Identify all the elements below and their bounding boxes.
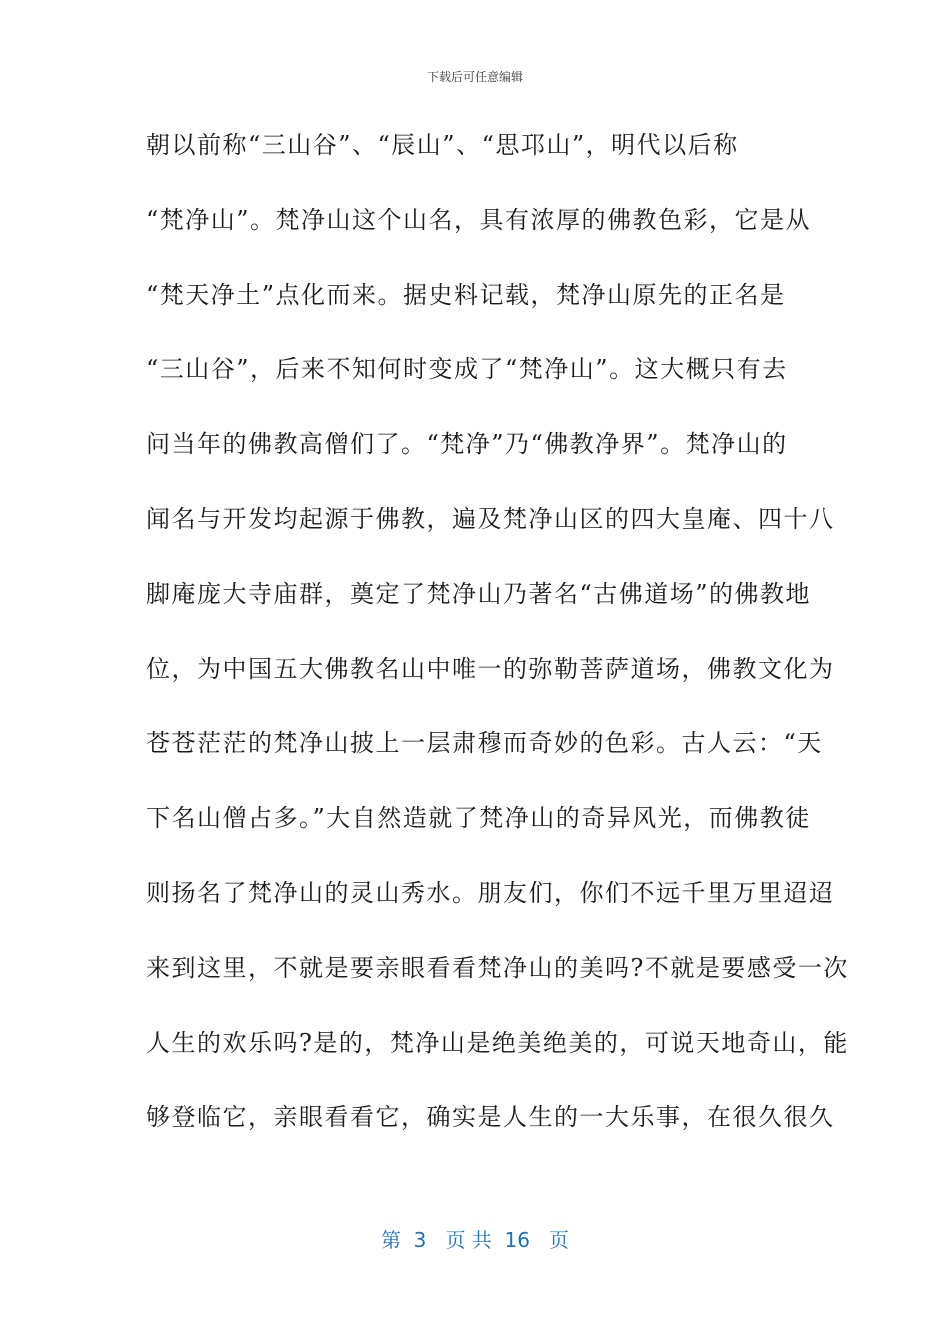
body-text: [146, 120, 849, 1167]
text-line: 够登临它，亲眼看看它，确实是人生的一大乐事，在很久很久: [146, 1103, 835, 1132]
text-line: 则扬名了梵净山的灵山秀水。朋友们，你们不远千里万里迢迢: [146, 878, 835, 907]
text-line: 人生的欢乐吗?是的，梵净山是绝美绝美的，可说天地奇山，能: [146, 1028, 849, 1057]
text-line: 朝以前称“三山谷”、“辰山”、“思邛山”，明代以后称: [146, 131, 739, 159]
text-line: 问当年的佛教高僧们了。“梵净”乃“佛教净界”。梵净山的: [146, 430, 788, 459]
text-line: 苍苍茫茫的梵净山披上一层肃穆而奇妙的色彩。古人云：“天: [146, 729, 823, 758]
text-line: 来到这里，不就是要亲眼看看梵净山的美吗?不就是要感受一次: [146, 953, 849, 982]
text-line: “梵天净土”点化而来。据史料记载，梵净山原先的正名是: [146, 280, 786, 309]
text-line: 闻名与开发均起源于佛教，遍及梵净山区的四大皇庵、四十八: [146, 504, 835, 533]
header-note: 下载后可任意编辑: [426, 70, 523, 84]
text-line: 下名山僧占多。”大自然造就了梵净山的奇异风光，而佛教徒: [146, 804, 811, 833]
text-line: 位，为中国五大佛教名山中唯一的弥勒菩萨道场，佛教文化为: [146, 654, 835, 683]
text-line: 脚庵庞大寺庙群，奠定了梵净山乃著名“古佛道场”的佛教地: [146, 579, 812, 608]
text-line: “梵净山”。梵净山这个山名，具有浓厚的佛教色彩，它是从: [146, 205, 812, 234]
text-line: “三山谷”，后来不知何时变成了“梵净山”。这大概只有去: [146, 355, 788, 384]
page-footer: 第 3 页 共 16 页: [380, 1228, 570, 1252]
